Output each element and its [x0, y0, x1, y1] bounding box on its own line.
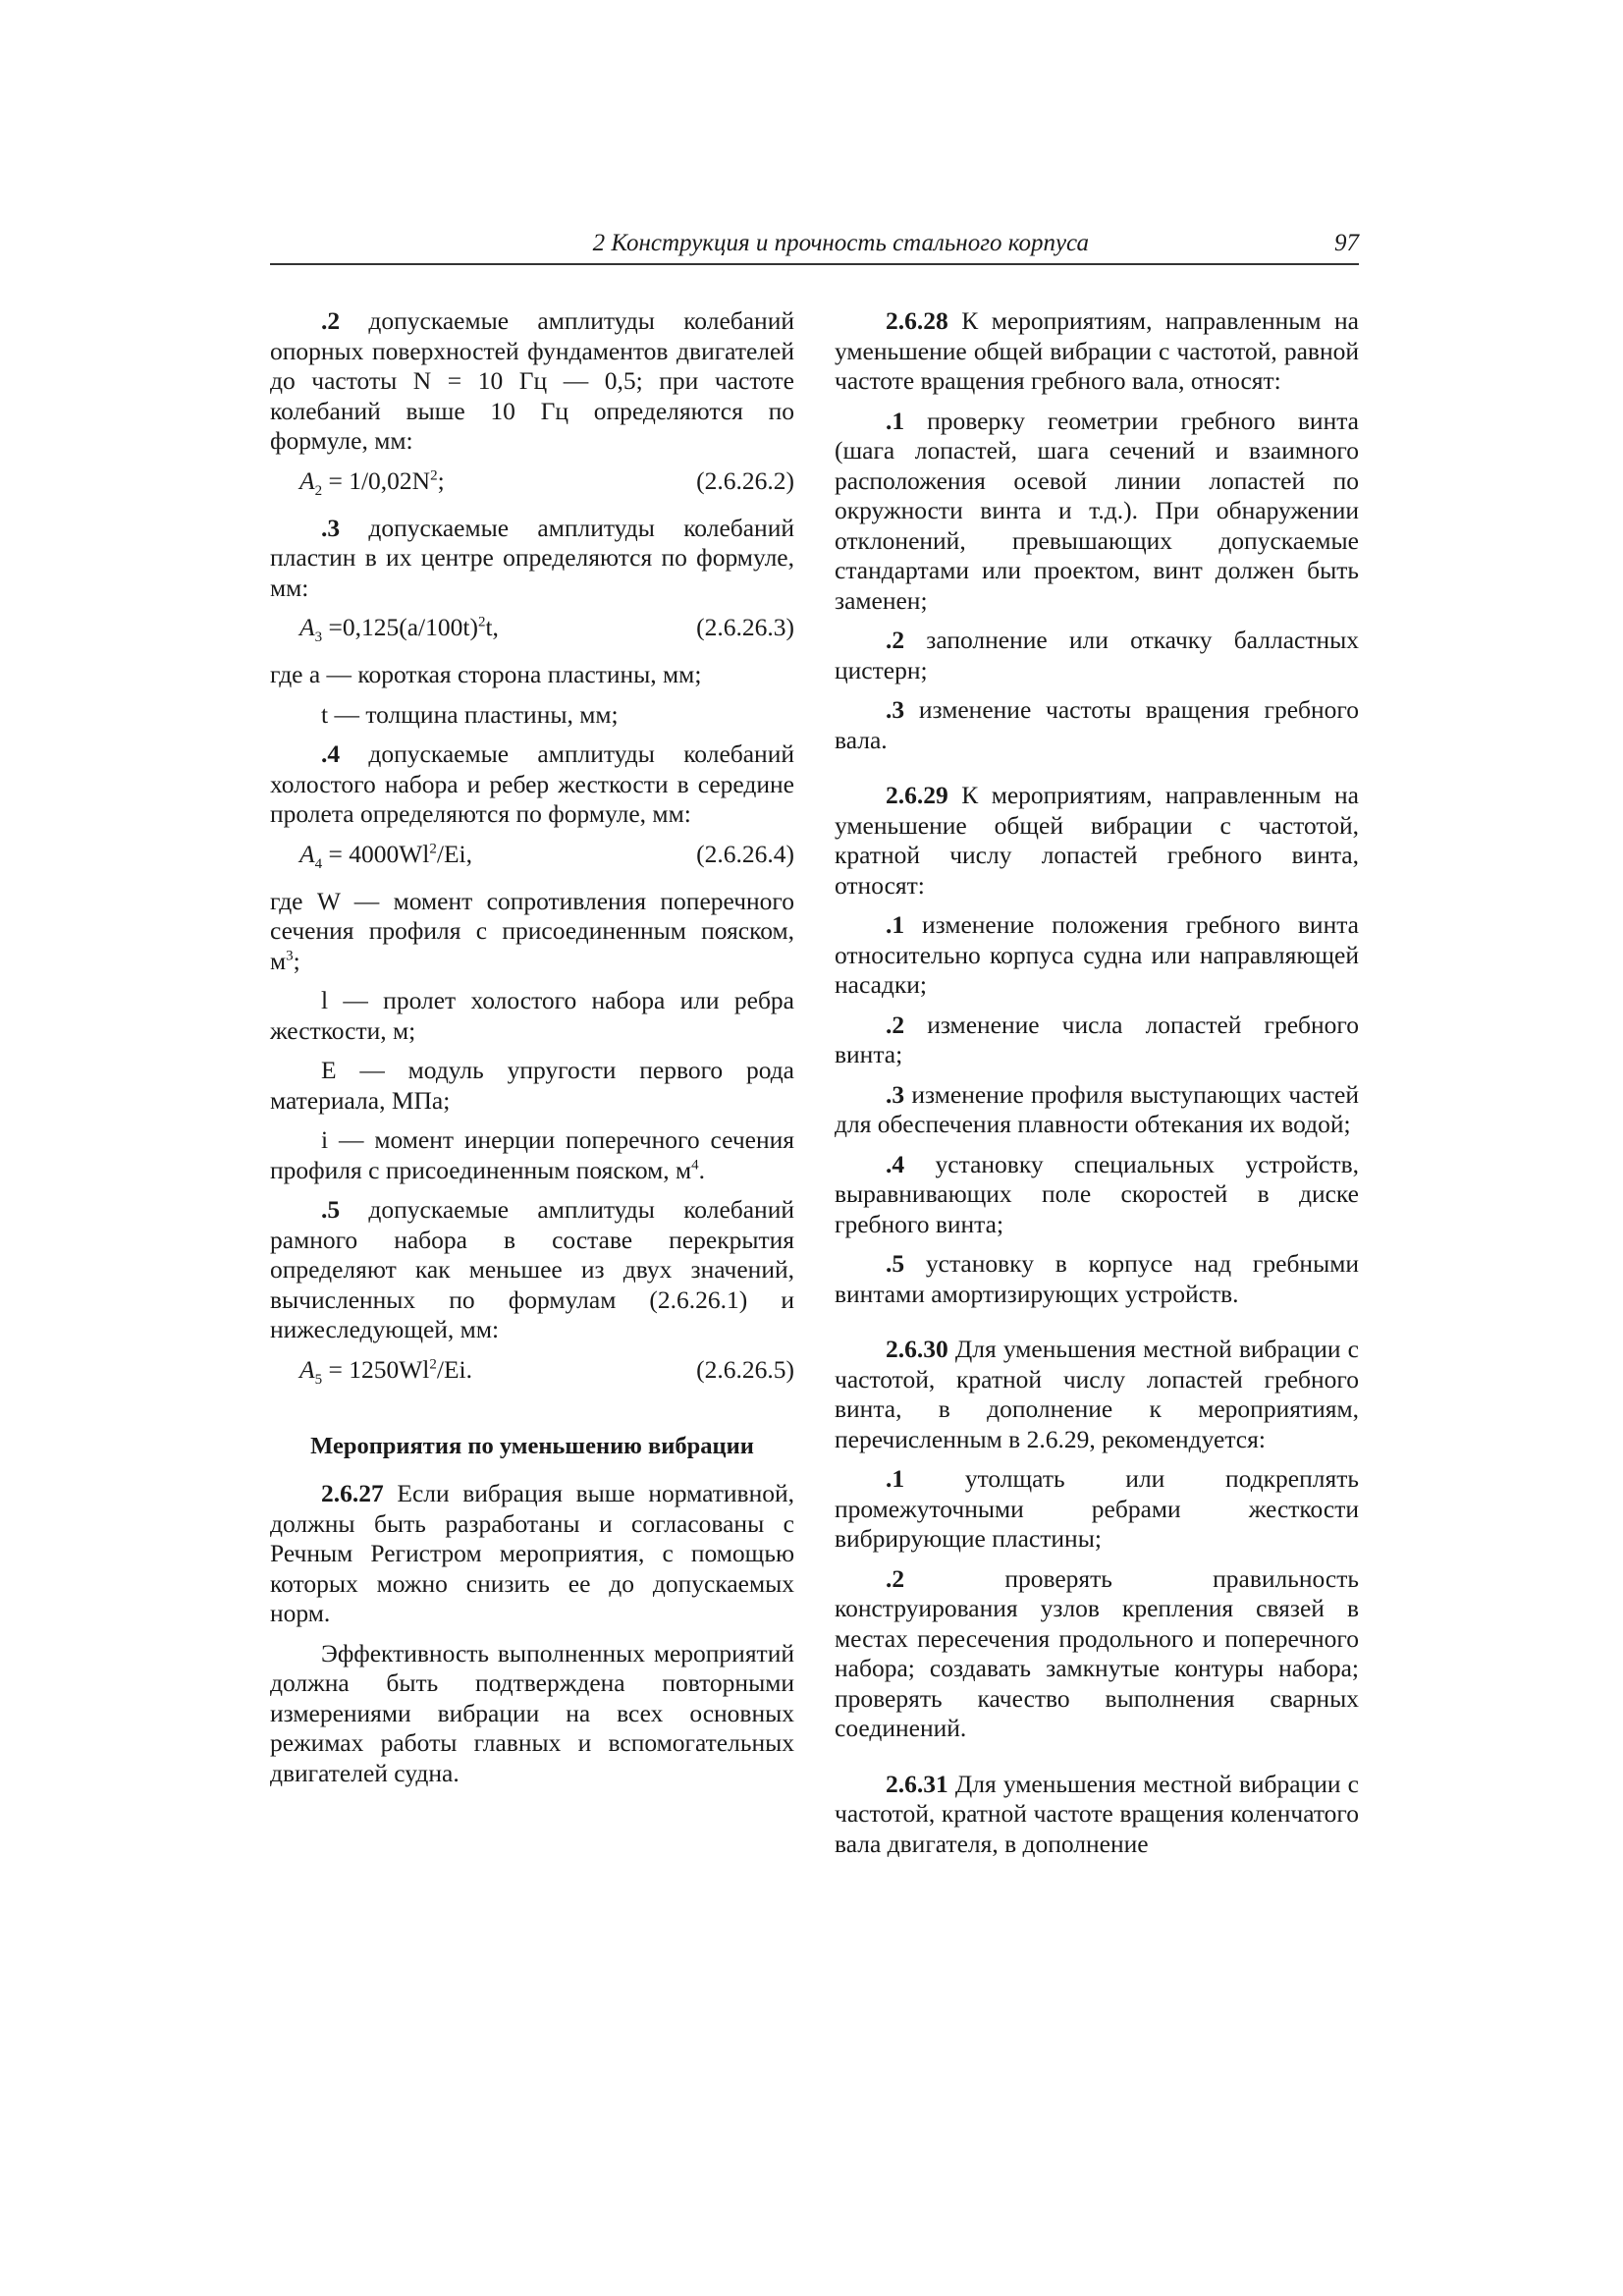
right-column [835, 306, 1359, 1869]
paragraph-2-6-26-4 [270, 739, 794, 830]
definition-t: t — толщина пластины, мм; [321, 699, 619, 729]
item-number: .4 [886, 1149, 905, 1178]
equation-number: (2.6.26.5) [696, 1354, 794, 1384]
equation-number: (2.6.26.4) [696, 839, 794, 868]
item-2-6-30-1 [835, 1464, 1359, 1555]
formula-expression: $A_3 =0,125(a/100t)^2t$, [299, 613, 499, 646]
paragraph-text: Если вибрация выше нормативной, должны быть разработаны и согласованы с Речным Регистром мероприятия, с помощью которых можно снизить ее до допускаемых норм. [270, 1479, 794, 1627]
item-number: .1 [886, 910, 905, 939]
item-number: .2 [886, 626, 905, 654]
definition-e: E — модуль упругости первого рода материала, МПа; [270, 1056, 794, 1115]
clause-number: 2.6.27 [321, 1479, 384, 1507]
formula-2-6-26-3 [270, 613, 794, 644]
item-2-6-28-3 [835, 695, 1359, 755]
item-2-6-29-1 [835, 910, 1359, 1001]
definition-l: l — пролет холостого набора или ребра жесткости, м; [270, 986, 794, 1045]
clause-number: 2.6.28 [886, 306, 948, 335]
paragraph-2-6-27 [270, 1479, 794, 1629]
paragraph-2-6-26-5 [270, 1195, 794, 1345]
paragraph-2-6-30 [835, 1335, 1359, 1454]
formula-2-6-26-2 [270, 466, 794, 498]
item-number: .5 [886, 1249, 905, 1278]
clause-number: 2.6.29 [886, 781, 948, 809]
paragraph-text: К мероприятиям, направленным на уменьшение общей вибрации с частотой, кратной числу лопастей гребного винта, относят: [835, 781, 1359, 900]
item-text: проверять правильность конструирования узлов крепления связей в местах пересечения продольного и поперечного набора; создавать замкнутые контуры набора; проверять качество выполнения сварных соединений. [835, 1563, 1359, 1742]
formula-expression: $A_4 = 4000Wl^2/Ei$, [299, 839, 472, 872]
item-number: .1 [886, 1464, 905, 1493]
paragraph-2-6-26-3 [270, 514, 794, 604]
item-text: утолщать или подкреплять промежуточными ребрами жесткости вибрирующие пластины; [835, 1464, 1359, 1553]
paragraph-2-6-31 [835, 1770, 1359, 1860]
item-number: .2 [886, 1563, 905, 1593]
paragraph-2-6-27-effectiveness: Эффективность выполненных мероприятий должна быть подтверждена повторными измерениями вибрации на всех основных режимах работы главных и вспомогательных двигателей судна. [270, 1638, 794, 1787]
item-2-6-29-2 [835, 1011, 1359, 1070]
paragraph-2-6-29 [835, 781, 1359, 901]
item-number: .2 [886, 1010, 905, 1039]
item-number: .4 [321, 739, 341, 768]
item-number: .3 [886, 1079, 905, 1109]
item-number: .5 [321, 1195, 341, 1224]
formula-2-6-26-4 [270, 840, 794, 871]
paragraph-text: Для уменьшения местной вибрации с частотой, кратной числу лопастей гребного винта, в дополнение к мероприятиям, перечисленным в 2.6.29, рекомендуется: [835, 1335, 1359, 1453]
paragraph-2-6-28 [835, 306, 1359, 397]
item-text: изменение положения гребного винта относительно корпуса судна или направляющей насадки; [835, 910, 1359, 999]
clause-number: 2.6.31 [886, 1769, 948, 1798]
equation-number: (2.6.26.3) [696, 613, 794, 641]
page-number: 97 [1334, 230, 1359, 256]
paragraph-2-6-26-2 [270, 306, 794, 457]
item-2-6-28-2 [835, 626, 1359, 685]
definition-w: где W — момент сопротивления поперечного сечения профиля с присоединенным пояском, $м^3$; [270, 886, 794, 975]
equation-number: (2.6.26.2) [696, 465, 794, 495]
item-text: заполнение или откачку балластных цистерн; [835, 626, 1359, 684]
formula-2-6-26-5 [270, 1355, 794, 1387]
item-2-6-29-5 [835, 1249, 1359, 1309]
paragraph-text: К мероприятиям, направленным на уменьшение общей вибрации с частотой, равной частоте вращения гребного вала, относят: [835, 306, 1359, 395]
paragraph-text: допускаемые амплитуды колебаний рамного набора в составе перекрытия определяют как меньшее из двух значений, вычисленных по формулам (2.6.26.1) и нижеследующей, мм: [270, 1195, 794, 1343]
paragraph-text: Для уменьшения местной вибрации с частотой, кратной частоте вращения коленчатого вала двигателя, в дополнение [835, 1769, 1359, 1858]
clause-number: 2.6.30 [886, 1335, 948, 1363]
item-2-6-29-4 [835, 1150, 1359, 1240]
paragraph-text: допускаемые амплитуды колебаний пластин в их центре определяются по формуле, мм: [270, 513, 794, 602]
item-number: .3 [886, 695, 905, 724]
formula-expression: $A_5 = 1250Wl^2/Ei$. [299, 1354, 472, 1388]
definition-i: i — момент инерции поперечного сечения профиля с присоединенным пояском, $м^4$. [270, 1125, 794, 1184]
item-number: .1 [886, 406, 905, 435]
formula-expression: $A_2 = 1/0,02N^2$; [299, 465, 445, 499]
item-text: изменение частоты вращения гребного вала. [835, 695, 1359, 754]
item-text: изменение числа лопастей гребного винта; [835, 1010, 1359, 1068]
item-2-6-30-2 [835, 1564, 1359, 1744]
paragraph-text: допускаемые амплитуды колебаний холостого набора и ребер жесткости в середине пролета определяются по формуле, мм: [270, 739, 794, 828]
running-header [270, 228, 1359, 265]
item-2-6-29-3 [835, 1080, 1359, 1140]
item-text: изменение профиля выступающих частей для обеспечения плавности обтекания их водой; [835, 1079, 1359, 1138]
left-column [270, 306, 794, 1798]
paragraph-text: допускаемые амплитуды колебаний опорных поверхностей фундаментов двигателей до частоты N = 10 Гц — 0,5; при частоте колебаний выше 10 Гц определяются по формуле, мм: [270, 306, 794, 455]
item-number: .2 [321, 306, 341, 335]
item-text: установку специальных устройств, выравнивающих поле скоростей в диске гребного винта; [835, 1149, 1359, 1238]
item-text: проверку геометрии гребного винта (шага лопастей, шага сечений и взаимного расположения осевой линии лопастей по окружности винта и т.д.). При обнаружении отклонений, превышающих допускаемые стандартами или проектом, винт должен быть заменен; [835, 406, 1359, 615]
item-text: установку в корпусе над гребными винтами амортизирующих устройств. [835, 1249, 1359, 1308]
item-number: .3 [321, 513, 341, 542]
item-2-6-28-1 [835, 407, 1359, 617]
header-title: 2 Конструкция и прочность стального корпуса [592, 230, 1089, 256]
definition-a: где a — короткая сторона пластины, мм; [270, 660, 702, 688]
section-heading: Мероприятия по уменьшению вибрации [310, 1432, 754, 1459]
